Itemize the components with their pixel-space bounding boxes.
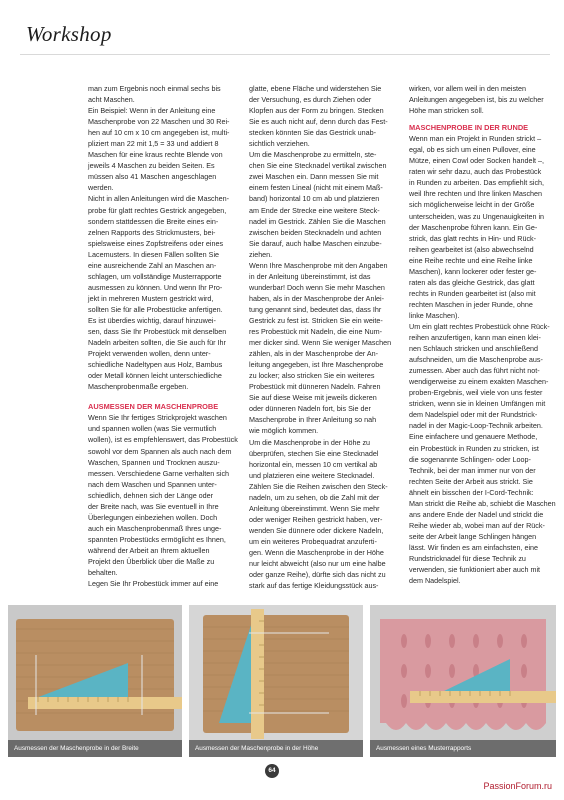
knit-swatch-image	[370, 605, 556, 757]
photo-caption: Ausmessen der Maschenprobe in der Höhe	[189, 740, 363, 757]
knit-swatch-image	[189, 605, 363, 757]
text-column-3	[409, 83, 559, 586]
page-title: Workshop	[26, 22, 112, 46]
photo-caption: Ausmessen eines Musterrapports	[370, 740, 556, 757]
page-number: 64	[265, 764, 279, 778]
section-heading: MASCHENPROBE IN DER RUNDE	[409, 123, 529, 133]
header	[0, 0, 564, 60]
paragraph: Wenn man ein Projekt in Runden strickt – egal, ob es sich um einen Pullover, eine Mütze, einen Cowl oder Socken handelt –, raten wir sehr dazu, auch das Probestück in Runden zu arbeiten. Das empfiehlt sich, weil Ihre rechten und Ihre linken Maschen sich möglicherweise leicht in der Größe unterscheiden, was zu Ungenauigkeiten in der Maschenprobe führen kann. Ein Ge- strick, das glatt rechts in Hin- und Rück- reihen gearbeitet ist (also abwechselnd eine Reihe rechte und eine Reihe linke Maschen), kann lockerer oder fester ge- raten als das gleiche Gestrick, das glatt rechts in Runden gearbeitet ist (also mit rechten Maschen in jeder Runde, ohne linke Maschen). Um ein glatt rechtes Probestück ohne Rück- reihen anzufertigen, kann man einen klei- nen Schlauch stricken und anschließend aufschneiden, um die Maschenprobe aus- zumessen. Aber auch das führt nicht not- wendigerweise zu einem exakten Maschen- proben-Ergebnis, weil viele von uns fester stricken, wenn sie in kleinen Umfängen mit dem Nadelspiel oder mit der Rundstrick- nadel in der Magic-Loop-Technik arbeiten. Eine einfachere und genauere Methode, ein Probestück in Runden zu stricken, ist die sogenannte Schlingen- oder Loop- Technik, bei der man immer nur von der rechten Seite der Arbeit aus strickt. Sie ähnelt ein bisschen der I-Cord-Technik: Man strickt die Reihe ab, schiebt die Maschen ans andere Ende der Nadel und strickt die Reihe wieder ab, wobei man auf der Rück- seite der Arbeit lange Schlingen hängen lässt. Wir finden es am einfachsten, eine Rundstricknadel für diese Technik zu verwenden, sie funktioniert aber auch mit dem Nadelspiel.	[409, 134, 556, 586]
paragraph: glatte, ebene Fläche und widerstehen Sie der Versuchung, es durch Ziehen oder Klopfen aus der Form zu bringen. Stecken Sie es auch nicht auf, denn durch das Fest- stecken könnten Sie das Gestrick unab- sichtlich verziehen. Um die Maschenprobe zu ermitteln, ste- chen Sie eine Stecknadel vertikal zwischen zwei Maschen ein. Dann messen Sie mit einem festen Lineal (nicht mit einem Maß- band) horizontal 10 cm ab und platzieren am Ende der Strecke eine weitere Steck- nadel im Gestrick. Zählen Sie die Maschen zwischen beiden Stecknadeln und achten Sie darauf, auch halbe Maschen einzube- ziehen. Wenn Ihre Maschenprobe mit den Angaben in der Anleitung übereinstimmt, ist das wunderbar! Doch wenn Sie mehr Maschen haben, als in der Maschenprobe der Anlei- tung genannt sind, bedeutet das, dass Ihr Gestrick zu fest ist. Stricken Sie ein weite- res Probestück mit Nadeln, die eine Num- mer dicker sind. Wenn Sie weniger Maschen zählen, als in der Maschenprobe der An- leitung angegeben, ist Ihre Maschenprobe zu locker; also stricken Sie ein weiteres Probestück mit dünneren Nadeln. Fahren Sie auf diese Weise mit jeweils dickeren oder dünneren Nadeln fort, bis Sie der Maschenprobe in Ihrer Anleitung so nah wie möglich kommen. Um die Maschenprobe in der Höhe zu überprüfen, stechen Sie eine Stecknadel horizontal ein, messen 10 cm vertikal ab und platzieren eine weitere Stecknadel. Zählen Sie die Reihen zwischen den Steck- nadeln, um zu sehen, ob die Zahl mit der Anleitung übereinstimmt. Wenn Sie mehr oder weniger Reihen gestrickt haben, ver- wenden Sie dünnere oder dickere Nadeln, um ein weiteres Probequadrat anzuferti- gen. Wenn die Maschenprobe in der Höhe nur leicht abweicht (also nur um eine halbe oder ganze Reihe), dürfte sich das nicht zu stark auf das fertige Kleidungsstück aus-	[249, 84, 392, 591]
text-column-2	[249, 83, 405, 591]
paragraph: wirken, vor allem weil in den meisten Anleitungen angegeben ist, bis zu welcher Höhe man stricken soll.	[409, 84, 544, 116]
text-column-1	[88, 83, 244, 589]
photo-pattern-repeat	[370, 605, 556, 757]
paragraph: Wenn Sie Ihr fertiges Strickprojekt waschen und spannen wollen (was Sie vermutlich wollen), ist es empfehlenswert, das Probestück sowohl vor dem Spannen als auch nach dem Waschen, Spannen und Trocknen auszu- messen. Verschiedene Garne verhalten sich nach dem Waschen und Spannen unter- schiedlich, dehnen sich der Länge oder der Breite nach, was Sie eventuell in Ihre Überlegungen einbeziehen wollen. Doch auch ein Maschenprobenmaß Ihres unge- spannten Probestücks ermöglicht es Ihnen, während der Arbeit an Ihrem aktuellen Projekt den Überblick über die Maße zu behalten. Legen Sie Ihr Probestück immer auf eine	[88, 413, 238, 589]
paragraph: man zum Ergebnis noch einmal sechs bis acht Maschen. Ein Beispiel: Wenn in der Anleitung eine Maschenprobe von 22 Maschen und 30 Rei- hen auf 10 cm x 10 cm angegeben ist, multi- pliziert man 22 mit 1,5 = 33 und addiert 8 Maschen für eine kraus rechte Blende von jeweils 4 Maschen zu beiden Seiten. Es müssen also 41 Maschen angeschlagen werden. Nicht in allen Anleitungen wird die Maschen- probe für glatt rechtes Gestrick angegeben, sondern stattdessen die Breite eines ein- zelnen Rapports des Strickmusters, bei- spielsweise eines Zopfstreifens oder eines Lacemusters. In diesen Fällen sollten Sie eine ausreichende Zahl an Maschen an- schlagen, um vollständige Musterrapporte ausmessen zu können. Und wenn Ihr Pro- jekt in mehreren Mustern gestrickt wird, sollten Sie für alle Probestücke anfertigen. Es ist überdies wichtig, darauf hinzuwei- sen, dass Sie Ihr Probestück mit denselben Nadeln arbeiten sollten, die Sie auch für Ihr Projekt verwenden wollen, denn unter- schiedliche Nadeltypen aus Holz, Bambus oder Metall können leicht unterschiedliche Maschenprobenmaße ergeben.	[88, 84, 230, 392]
header-divider	[20, 54, 550, 55]
section-heading: AUSMESSEN DER MASCHENPROBE	[88, 402, 219, 412]
photo-gauge-width	[8, 605, 182, 757]
knit-swatch-image	[8, 605, 182, 757]
watermark-text: PassionForum.ru	[483, 781, 552, 791]
photo-gauge-height	[189, 605, 363, 757]
photo-caption: Ausmessen der Maschenprobe in der Breite	[8, 740, 182, 757]
